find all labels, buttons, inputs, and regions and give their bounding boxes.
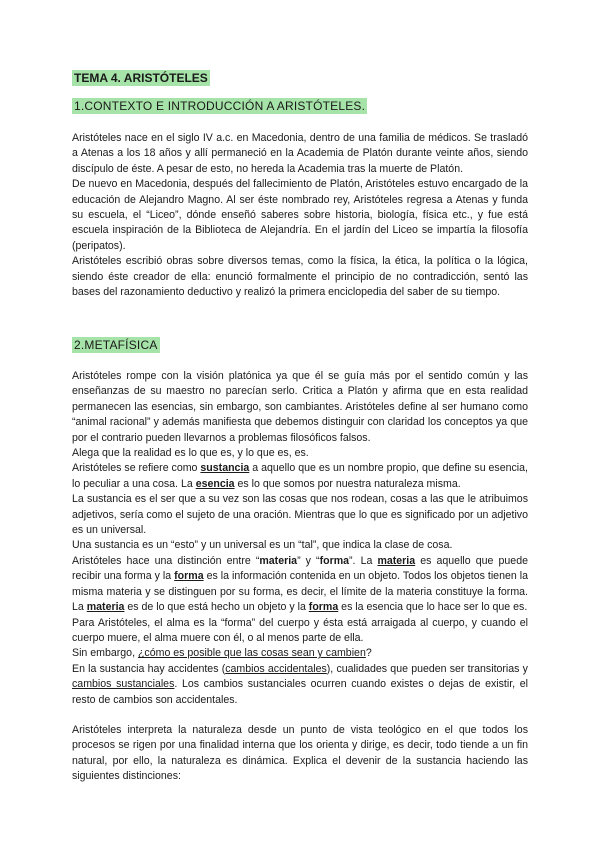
- paragraph-biography: Aristóteles nace en el siglo IV a.c. en Macedonia, dentro de una familia de médicos. Se trasladó a Atenas a los 18 años y allí permaneció en la Academia de Platón durante veinte años, siendo discípulo de éste. A pesar de esto, no hereda la Academia tras la muerte de Platón.: [72, 132, 528, 175]
- term-forma-underlined: forma: [174, 570, 204, 583]
- term-cambios-sustanciales: cambios sustanciales: [72, 678, 175, 691]
- paragraph-substance-being: La sustancia es el ser que a su vez son las cosas que nos rodean, cosas a las que le atribuimos adjetivos, sería como el sujeto de una oración. Mientras que lo que es significado por un adjetivo es un universal.: [72, 493, 528, 537]
- term-materia-underlined: materia: [377, 554, 416, 567]
- term-forma-underlined-2: forma: [308, 601, 339, 614]
- paragraph-teleology: Aristóteles interpreta la naturaleza desde un punto de vista teológico en el que todos los procesos se rigen por una finalidad interna que los orienta y dirige, es decir, todo tiende a un fin natural, por ello, la naturaleza es dinámica. Explica el devenir de la sustancia haciendo las siguientes distinciones:: [72, 723, 528, 783]
- paragraph-platonic-break: Aristóteles rompe con la visión platónica ya que él se guía más por el sentido común y las enseñanzas de su maestro no parecían serlo. Critica a Platón y afirma que en esta realidad permanecen las esencias, sin embargo, son cambiantes. Aristóteles define al ser humano como “animal racional” y además manifiesta que debemos distinguir con claridad los conceptos ya que por el contrario pueden llevarnos a problemas filosóficos falsos.: [72, 370, 528, 444]
- question-underlined: ¿cómo es posible que las cosas sean y cambien: [137, 647, 366, 660]
- paragraph-esto-tal: Una sustancia es un “esto” y un universal es un “tal”, que indica la clase de cosa.: [72, 539, 453, 552]
- paragraph-sustancia: Aristóteles se refiere como sustancia a aquello que es un nombre propio, que define su esencia, lo peculiar a una cosa. La esencia es lo que somos por nuestra naturaleza misma.: [72, 462, 528, 490]
- paragraph-works: Aristóteles escribió obras sobre diversos temas, como la física, la ética, la política o la lógica, siendo éste creador de ella: enunció formalmente el principio de no contradicción, sentó las bases del razonamiento deductivo y realizó la primera enciclopedia del saber de su tiempo.: [72, 255, 528, 299]
- term-cambios-accidentales: cambios accidentales: [225, 662, 327, 675]
- section-1-heading-text: 1.CONTEXTO E INTRODUCCIÓN A ARISTÓTELES.: [74, 99, 366, 113]
- term-forma: forma: [319, 554, 350, 567]
- paragraph-accidents: En la sustancia hay accidentes (cambios accidentales), cualidades que pueden ser transitorias y cambios sustanciales. Los cambios sustanciales ocurren cuando existes o dejas de existir, el resto de cambios son accidentales.: [72, 662, 528, 706]
- page-title: [72, 70, 210, 86]
- term-sustancia: sustancia: [200, 462, 250, 475]
- paragraph-materia-forma: Aristóteles hace una distinción entre “materia” y “forma”. La materia es aquello que puede recibir una forma y la forma es la información contenida en un objeto. Todos los objetos tienen la misma materia y se distinguen por su forma, es decir, el límite de la materia constituye la forma. La materia es de lo que está hecho un objeto y la forma es la esencia que lo hace ser lo que es.: [72, 554, 528, 614]
- section-1-body: [72, 131, 528, 300]
- paragraph-macedonia: De nuevo en Macedonia, después del fallecimiento de Platón, Aristóteles estuvo encargado de la educación de Alejandro Magno. Al ser éste nombrado rey, Aristóteles regresa a Atenas y funda su escuela, el “Liceo”, dónde enseñó saberes sobre historia, biología, física etc., y fue está escuela inspiración de la Biblioteca de Alejandría. En el jardín del Liceo se impartía la filosofía (peripatos).: [72, 178, 528, 252]
- section-1-heading: [72, 98, 367, 114]
- section-2-body: [72, 369, 528, 785]
- term-materia-underlined-2: materia: [86, 601, 125, 614]
- section-2-heading: [72, 337, 160, 353]
- paragraph-soul: Para Aristóteles, el alma es la “forma” del cuerpo y ésta está arraigada al cuerpo, y cuando el cuerpo muere, el alma muere con él, o al menos parte de ella.: [72, 616, 528, 644]
- title-highlight: TEMA 4. ARISTÓTELES: [74, 71, 208, 85]
- term-materia: materia: [259, 554, 298, 567]
- term-esencia: esencia: [195, 477, 235, 490]
- paragraph-reality: Alega que la realidad es lo que es, y lo que es, es.: [72, 447, 309, 460]
- section-2-heading-text: 2.METAFÍSICA: [74, 338, 158, 352]
- paragraph-question: Sin embargo, ¿cómo es posible que las cosas sean y cambien?: [72, 647, 372, 660]
